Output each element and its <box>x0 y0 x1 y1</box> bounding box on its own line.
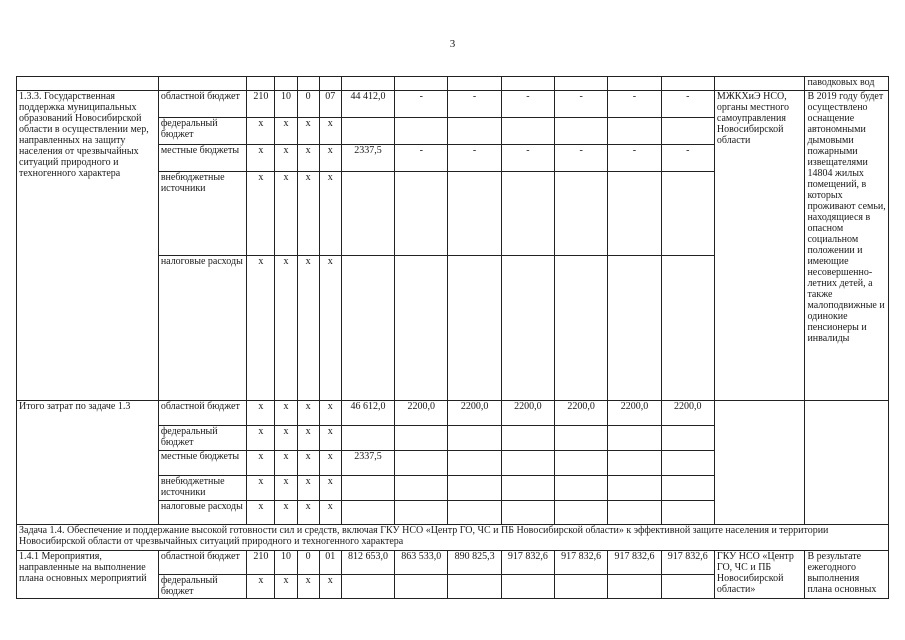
code-cell: x <box>297 575 319 599</box>
code-cell: x <box>275 145 297 172</box>
code-cell: x <box>319 575 341 599</box>
table-row <box>17 91 889 118</box>
amount-cell: - <box>555 91 608 118</box>
responsible-executor: МЖКХиЭ НСО, органы местного самоуправления Новосибирской области <box>714 91 805 401</box>
code-cell: x <box>247 575 275 599</box>
code-cell: x <box>275 426 297 451</box>
measure-title: 1.3.3. Государственная поддержка муниципальных образований Новосибирской области в осуществлении мер, направленных на защиту населения от чрезвычайных ситуаций природного и техногенного характера <box>17 91 159 401</box>
code-cell: x <box>319 401 341 426</box>
code-cell: x <box>319 476 341 501</box>
code-cell: x <box>319 451 341 476</box>
code-cell: x <box>297 476 319 501</box>
amount-cell: 2200,0 <box>555 401 608 426</box>
code-cell: x <box>247 451 275 476</box>
funding-source: федеральный бюджет <box>158 118 247 145</box>
expected-result: В результате ежегодного выполнения плана основных <box>805 551 889 599</box>
code-cell: x <box>275 575 297 599</box>
code-cell: x <box>297 451 319 476</box>
code-cell: 210 <box>247 551 275 575</box>
code-cell: x <box>297 401 319 426</box>
amount-cell: 2200,0 <box>501 401 554 426</box>
code-cell: x <box>247 145 275 172</box>
code-cell: x <box>297 118 319 145</box>
table-row <box>17 401 889 426</box>
code-cell: 07 <box>319 91 341 118</box>
amount-cell: 2200,0 <box>661 401 714 426</box>
funding-source: местные бюджеты <box>158 451 247 476</box>
amount-cell: 812 653,0 <box>341 551 394 575</box>
code-cell: x <box>247 426 275 451</box>
expected-result: В 2019 году будет осуществлено оснащение автономными дымовыми пожарными извещателями 14804 жилых помещений, в которых проживают семьи, находящиеся в опасном социальном положении и имеющие несовершенно-летних детей, а также малоподвижные и одинокие пенсионеры и инвалиды <box>805 91 889 401</box>
funding-source: налоговые расходы <box>158 256 247 401</box>
table-row <box>17 551 889 575</box>
code-cell: 10 <box>275 91 297 118</box>
code-cell: x <box>319 501 341 525</box>
code-cell: x <box>275 172 297 256</box>
amount-cell: 917 832,6 <box>661 551 714 575</box>
task-row <box>17 525 889 551</box>
funding-source: внебюджетные источники <box>158 476 247 501</box>
code-cell: x <box>319 256 341 401</box>
amount-cell: 917 832,6 <box>501 551 554 575</box>
measure-title: 1.4.1 Мероприятия, направленные на выполнение плана основных мероприятий <box>17 551 159 599</box>
amount-cell: - <box>608 145 661 172</box>
program-table <box>16 76 889 599</box>
task-title: Задача 1.4. Обеспечение и поддержание высокой готовности сил и средств, включая ГКУ НСО «Центр ГО, ЧС и ПБ Новосибирской области» к эффективной защите населения и территории Новосибирской области от чрезвычайных ситуаций природного и техногенного характера <box>17 525 889 551</box>
amount-cell: 2337,5 <box>341 451 394 476</box>
amount-cell: - <box>448 145 501 172</box>
total-title: Итого затрат по задаче 1.3 <box>17 401 159 525</box>
amount-cell: - <box>555 145 608 172</box>
code-cell: x <box>247 256 275 401</box>
responsible-executor: ГКУ НСО «Центр ГО, ЧС и ПБ Новосибирской области» <box>714 551 805 599</box>
continuation-row <box>17 77 889 91</box>
code-cell: x <box>247 501 275 525</box>
amount-cell: - <box>661 145 714 172</box>
amount-cell: - <box>395 91 448 118</box>
code-cell: x <box>247 172 275 256</box>
amount-cell: - <box>395 145 448 172</box>
code-cell: x <box>297 256 319 401</box>
code-cell: x <box>319 145 341 172</box>
code-cell: x <box>275 256 297 401</box>
amount-cell: 863 533,0 <box>395 551 448 575</box>
amount-cell: 2200,0 <box>395 401 448 426</box>
page-number: 3 <box>449 38 456 50</box>
code-cell: 10 <box>275 551 297 575</box>
code-cell: x <box>319 118 341 145</box>
code-cell: x <box>319 172 341 256</box>
result-cell: паводковых вод <box>805 77 889 91</box>
funding-source: внебюджетные источники <box>158 172 247 256</box>
amount-cell: 44 412,0 <box>341 91 394 118</box>
code-cell: x <box>297 145 319 172</box>
code-cell: x <box>297 172 319 256</box>
code-cell: 0 <box>297 91 319 118</box>
amount-cell: 917 832,6 <box>555 551 608 575</box>
amount-cell: 890 825,3 <box>448 551 501 575</box>
funding-source: налоговые расходы <box>158 501 247 525</box>
code-cell: 01 <box>319 551 341 575</box>
code-cell: x <box>297 501 319 525</box>
code-cell: x <box>247 118 275 145</box>
code-cell: 0 <box>297 551 319 575</box>
code-cell: x <box>297 426 319 451</box>
code-cell: x <box>275 451 297 476</box>
code-cell: x <box>275 476 297 501</box>
code-cell: x <box>319 426 341 451</box>
amount-cell: - <box>661 91 714 118</box>
funding-source: областной бюджет <box>158 551 247 575</box>
code-cell: x <box>247 476 275 501</box>
code-cell: 210 <box>247 91 275 118</box>
amount-cell: 2200,0 <box>448 401 501 426</box>
code-cell: x <box>247 401 275 426</box>
code-cell: x <box>275 118 297 145</box>
code-cell: x <box>275 401 297 426</box>
amount-cell: 2200,0 <box>608 401 661 426</box>
funding-source: областной бюджет <box>158 401 247 426</box>
amount-cell: 46 612,0 <box>341 401 394 426</box>
code-cell: x <box>275 501 297 525</box>
funding-source: федеральный бюджет <box>158 426 247 451</box>
amount-cell: - <box>608 91 661 118</box>
amount-cell: - <box>501 145 554 172</box>
amount-cell: - <box>448 91 501 118</box>
funding-source: областной бюджет <box>158 91 247 118</box>
amount-cell: - <box>501 91 554 118</box>
funding-source: местные бюджеты <box>158 145 247 172</box>
amount-cell: 917 832,6 <box>608 551 661 575</box>
amount-cell: 2337,5 <box>341 145 394 172</box>
funding-source: федеральный бюджет <box>158 575 247 599</box>
